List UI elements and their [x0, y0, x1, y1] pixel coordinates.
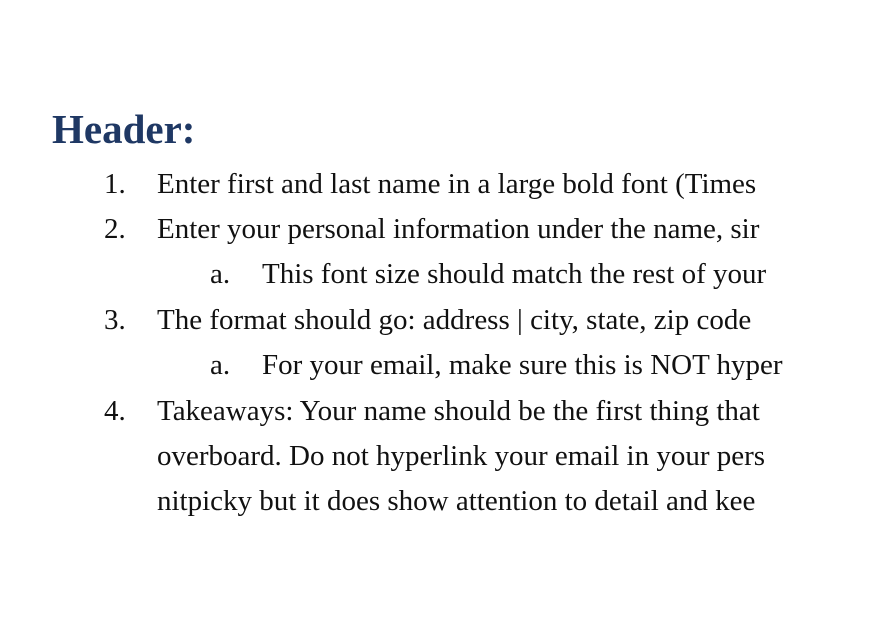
list-item-1-text: Enter first and last name in a large bold font (Times	[157, 168, 757, 200]
sublist-item-2a-text: This font size should match the rest of your	[262, 258, 767, 290]
list-marker-1: 1.	[104, 168, 126, 200]
sublist-marker-2a: a.	[210, 258, 231, 290]
list-item-4-line-3: nitpicky but it does show attention to detail and kee	[157, 485, 756, 517]
sublist-item-3a-text: For your email, make sure this is NOT hyper	[262, 349, 783, 381]
list-marker-3: 3.	[104, 304, 126, 336]
list-item-4-line-2: overboard. Do not hyperlink your email in your pers	[157, 440, 766, 472]
list-marker-4: 4.	[104, 395, 126, 427]
section-heading: Header:	[52, 106, 196, 152]
list-item-3-text: The format should go: address | city, state, zip code	[157, 304, 752, 336]
list-item-4-line-1: Takeaways: Your name should be the first thing that	[157, 395, 760, 427]
list-marker-2: 2.	[104, 213, 126, 245]
sublist-marker-3a: a.	[210, 349, 231, 381]
list-item-2-text: Enter your personal information under the name, sir	[157, 213, 760, 245]
